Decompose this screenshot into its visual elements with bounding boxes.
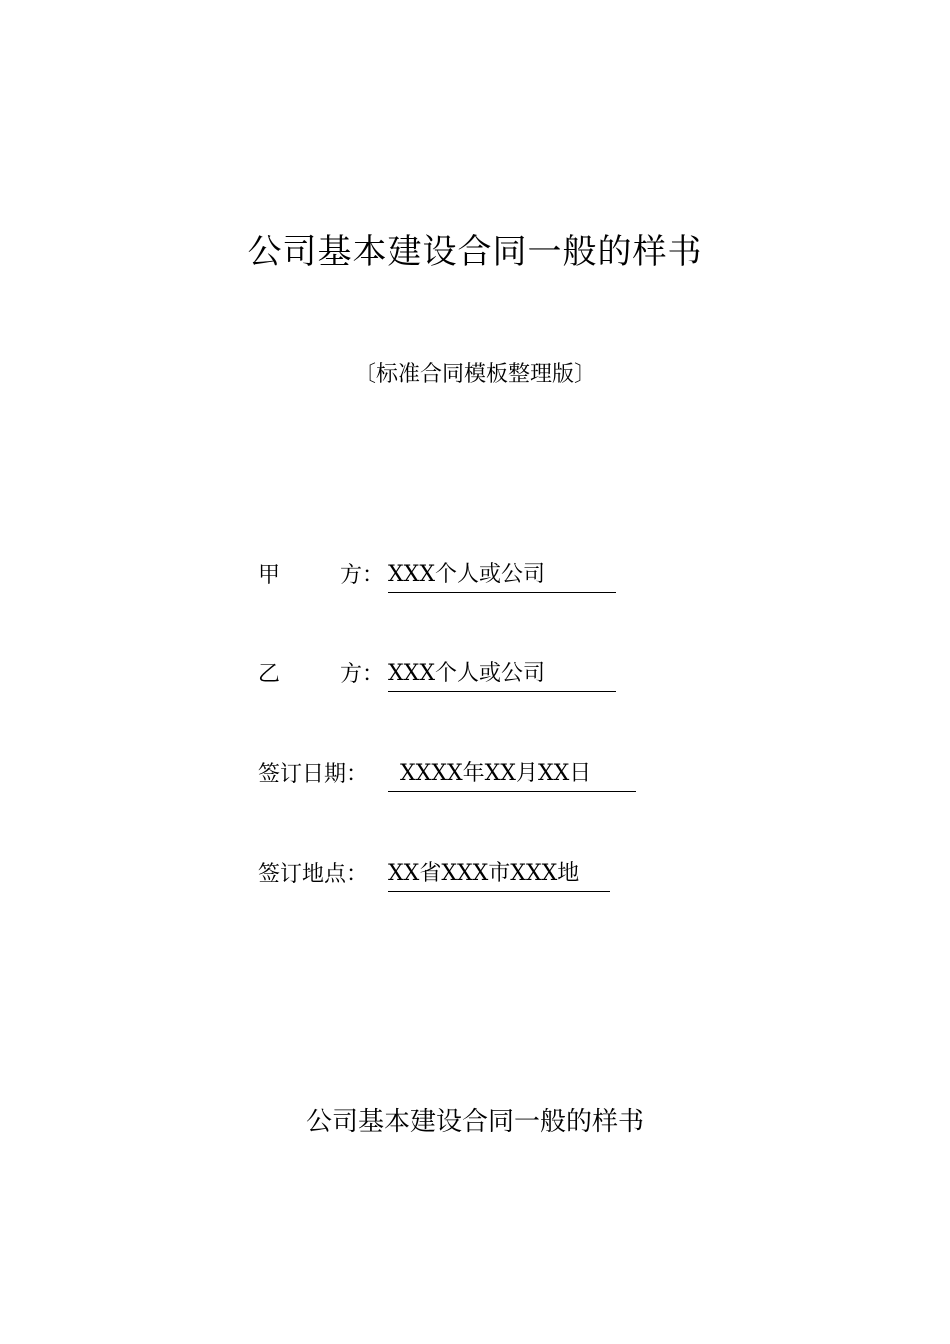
party-a-label [258, 558, 388, 594]
party-a-field [258, 558, 616, 594]
party-b-field [258, 657, 616, 693]
footer-title: 公司基本建设合同一般的样书 [305, 1107, 644, 1137]
party-a-label-char: 甲 [258, 563, 281, 588]
sign-place-field [258, 857, 610, 893]
party-b-label [258, 657, 388, 693]
party-b-label-char: 乙 [258, 662, 281, 687]
party-a-value: XXX个人或公司 [388, 558, 616, 593]
sign-place-value: XX省XXX市XXX地 [388, 857, 610, 892]
sign-place-label: 签订地点： [258, 862, 369, 887]
party-a-label-suffix: 方： [340, 563, 385, 588]
sign-date-label: 签订日期： [258, 762, 369, 787]
party-b-label-suffix: 方： [340, 662, 385, 687]
sign-date-value: XXXX年XX月XX日 [388, 757, 636, 792]
document-subtitle: 〔标准合同模板整理版〕 [353, 362, 596, 387]
document-title: 公司基本建设合同一般的样书 [247, 232, 703, 272]
party-b-value: XXX个人或公司 [388, 657, 616, 692]
sign-date-field [258, 757, 636, 793]
